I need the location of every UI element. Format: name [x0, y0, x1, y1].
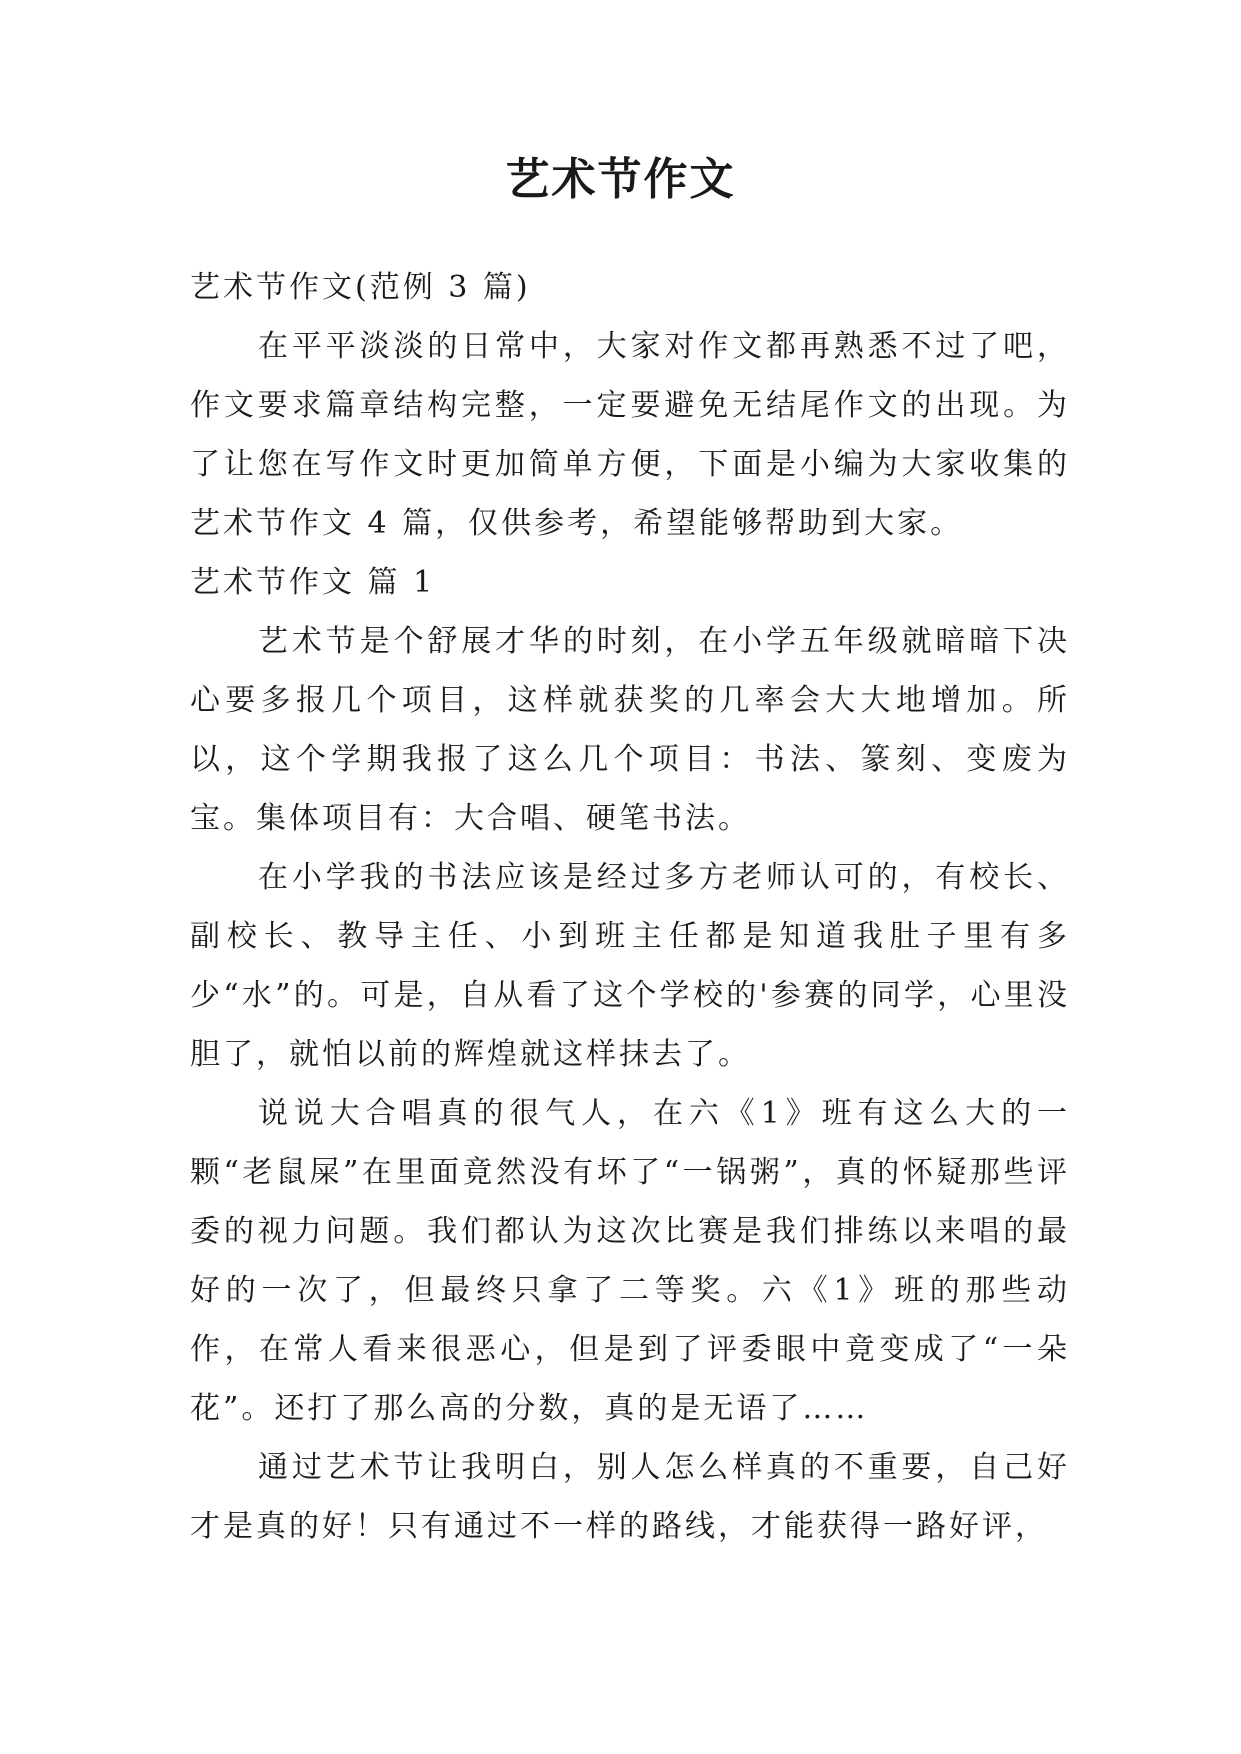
subtitle-line: 艺术节作文(范例 3 篇): [190, 270, 531, 305]
body-paragraph: 说说大合唱真的很气人，在六《1》班有这么大的一颗“老鼠屎”在里面竟然没有坏了“一锅粥”，真的怀疑那些评委的视力问题。我们都认为这次比赛是我们排练以来唱的最好的一次了，但最终只拿了二等奖。六《1》班的那些动作，在常人看来很恶心，但是到了评委眼中竟变成了“一朵花”。还打了那么高的分数，真的是无语了……: [190, 1096, 1070, 1426]
body-paragraph: 通过艺术节让我明白，别人怎么样真的不重要，自己好才是真的好！只有通过不一样的路线，才能获得一路好评，: [190, 1450, 1070, 1544]
section-heading: 艺术节作文 篇 1: [190, 565, 436, 600]
intro-paragraph: 在平平淡淡的日常中，大家对作文都再熟悉不过了吧，作文要求篇章结构完整，一定要避免无结尾作文的出现。为了让您在写作文时更加简单方便，下面是小编为大家收集的艺术节作文 4 篇，仅供参考，希望能够帮助到大家。: [190, 329, 1070, 541]
body-paragraph: 艺术节是个舒展才华的时刻，在小学五年级就暗暗下决心要多报几个项目，这样就获奖的几率会大大地增加。所以，这个学期我报了这么几个项目：书法、篆刻、变废为宝。集体项目有：大合唱、硬笔书法。: [190, 624, 1070, 836]
document-body: [190, 258, 1070, 1556]
body-paragraph: 在小学我的书法应该是经过多方老师认可的，有校长、副校长、教导主任、小到班主任都是知道我肚子里有多少“水”的。可是，自从看了这个学校的'参赛的同学，心里没胆了，就怕以前的辉煌就这样抹去了。: [190, 860, 1070, 1072]
document-title: 艺术节作文: [505, 154, 736, 205]
